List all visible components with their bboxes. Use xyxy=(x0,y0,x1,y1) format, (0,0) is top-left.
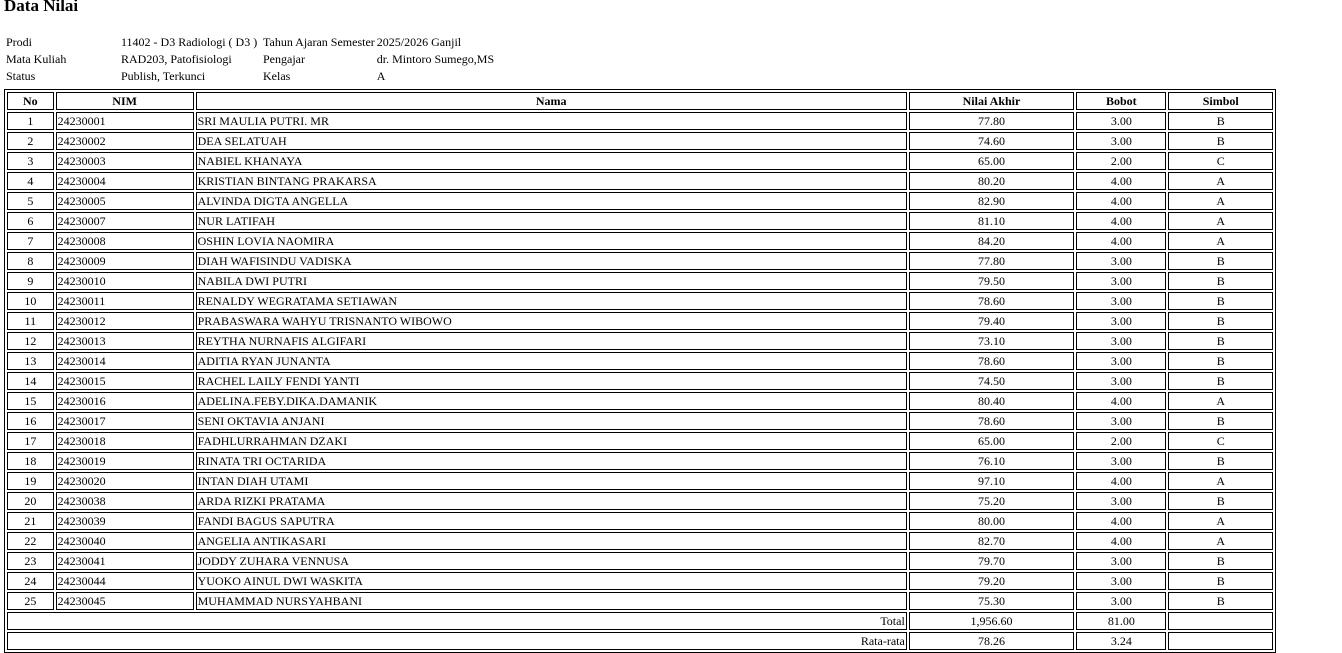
page-title: Data Nilai xyxy=(4,0,79,15)
cell-nama: INTAN DIAH UTAMI xyxy=(196,472,907,490)
cell-nama: NABILA DWI PUTRI xyxy=(196,272,907,290)
info-row-mata-kuliah xyxy=(5,51,495,68)
cell-bobot: 3.00 xyxy=(1076,412,1166,430)
cell-bobot: 4.00 xyxy=(1076,212,1166,230)
cell-nim: 24230005 xyxy=(56,192,194,210)
table-row xyxy=(7,252,1273,270)
cell-nama: ANGELIA ANTIKASARI xyxy=(196,532,907,550)
table-row xyxy=(7,412,1273,430)
info-row-prodi xyxy=(5,34,495,51)
mata-kuliah-label: Mata Kuliah xyxy=(6,52,67,66)
cell-no: 10 xyxy=(7,292,54,310)
cell-nama: RACHEL LAILY FENDI YANTI xyxy=(196,372,907,390)
cell-bobot: 3.00 xyxy=(1076,312,1166,330)
cell-no: 21 xyxy=(7,512,54,530)
cell-no: 20 xyxy=(7,492,54,510)
average-label: Rata-rata xyxy=(7,632,907,650)
cell-nilai-akhir: 82.70 xyxy=(909,532,1074,550)
cell-nim: 24230011 xyxy=(56,292,194,310)
cell-nama: PRABASWARA WAHYU TRISNANTO WIBOWO xyxy=(196,312,907,330)
cell-no: 14 xyxy=(7,372,54,390)
cell-nama: SRI MAULIA PUTRI. MR xyxy=(196,112,907,130)
cell-nama: NUR LATIFAH xyxy=(196,212,907,230)
cell-nilai-akhir: 78.60 xyxy=(909,412,1074,430)
table-row xyxy=(7,132,1273,150)
header-nim: NIM xyxy=(56,92,194,110)
cell-no: 25 xyxy=(7,592,54,610)
cell-nilai-akhir: 80.40 xyxy=(909,392,1074,410)
table-row xyxy=(7,432,1273,450)
table-row xyxy=(7,492,1273,510)
cell-no: 19 xyxy=(7,472,54,490)
cell-no: 22 xyxy=(7,532,54,550)
header-no: No xyxy=(7,92,54,110)
cell-no: 24 xyxy=(7,572,54,590)
cell-bobot: 4.00 xyxy=(1076,512,1166,530)
cell-nilai-akhir: 75.20 xyxy=(909,492,1074,510)
kelas-label: Kelas xyxy=(263,69,291,83)
cell-bobot: 3.00 xyxy=(1076,572,1166,590)
cell-nim: 24230013 xyxy=(56,332,194,350)
cell-simbol: B xyxy=(1168,312,1273,330)
table-row xyxy=(7,572,1273,590)
total-simbol xyxy=(1168,612,1273,630)
cell-simbol: C xyxy=(1168,432,1273,450)
cell-simbol: A xyxy=(1168,532,1273,550)
cell-nama: ALVINDA DIGTA ANGELLA xyxy=(196,192,907,210)
cell-nama: KRISTIAN BINTANG PRAKARSA xyxy=(196,172,907,190)
table-header-row xyxy=(7,92,1273,110)
total-label: Total xyxy=(7,612,907,630)
cell-simbol: A xyxy=(1168,212,1273,230)
cell-nim: 24230015 xyxy=(56,372,194,390)
cell-simbol: B xyxy=(1168,552,1273,570)
cell-nim: 24230018 xyxy=(56,432,194,450)
cell-simbol: B xyxy=(1168,372,1273,390)
header-simbol: Simbol xyxy=(1168,92,1273,110)
table-row xyxy=(7,532,1273,550)
cell-nama: NABIEL KHANAYA xyxy=(196,152,907,170)
cell-bobot: 3.00 xyxy=(1076,372,1166,390)
cell-nama: ADITIA RYAN JUNANTA xyxy=(196,352,907,370)
cell-nim: 24230041 xyxy=(56,552,194,570)
cell-bobot: 2.00 xyxy=(1076,432,1166,450)
cell-no: 5 xyxy=(7,192,54,210)
cell-bobot: 3.00 xyxy=(1076,552,1166,570)
cell-no: 17 xyxy=(7,432,54,450)
cell-bobot: 4.00 xyxy=(1076,472,1166,490)
cell-simbol: B xyxy=(1168,252,1273,270)
cell-nama: RENALDY WEGRATAMA SETIAWAN xyxy=(196,292,907,310)
table-row xyxy=(7,312,1273,330)
cell-bobot: 3.00 xyxy=(1076,452,1166,470)
table-row xyxy=(7,152,1273,170)
tahun-value: 2025/2026 Ganjil xyxy=(376,35,462,49)
info-row-status xyxy=(5,68,495,85)
cell-simbol: B xyxy=(1168,572,1273,590)
cell-simbol: B xyxy=(1168,112,1273,130)
cell-bobot: 4.00 xyxy=(1076,532,1166,550)
cell-bobot: 3.00 xyxy=(1076,132,1166,150)
cell-nama: YUOKO AINUL DWI WASKITA xyxy=(196,572,907,590)
cell-nama: REYTHA NURNAFIS ALGIFARI xyxy=(196,332,907,350)
cell-no: 2 xyxy=(7,132,54,150)
average-simbol xyxy=(1168,632,1273,650)
cell-nama: ARDA RIZKI PRATAMA xyxy=(196,492,907,510)
cell-nama: OSHIN LOVIA NAOMIRA xyxy=(196,232,907,250)
cell-no: 7 xyxy=(7,232,54,250)
cell-nim: 24230020 xyxy=(56,472,194,490)
cell-nama: MUHAMMAD NURSYAHBANI xyxy=(196,592,907,610)
cell-nilai-akhir: 78.60 xyxy=(909,352,1074,370)
table-row xyxy=(7,192,1273,210)
cell-nim: 24230008 xyxy=(56,232,194,250)
total-row xyxy=(7,612,1273,630)
cell-simbol: B xyxy=(1168,492,1273,510)
cell-no: 18 xyxy=(7,452,54,470)
prodi-value: 11402 - D3 Radiologi ( D3 ) xyxy=(121,35,258,49)
cell-nilai-akhir: 65.00 xyxy=(909,432,1074,450)
cell-nim: 24230014 xyxy=(56,352,194,370)
cell-no: 6 xyxy=(7,212,54,230)
table-row xyxy=(7,452,1273,470)
cell-nim: 24230012 xyxy=(56,312,194,330)
cell-nim: 24230044 xyxy=(56,572,194,590)
table-row xyxy=(7,272,1273,290)
kelas-value: A xyxy=(376,69,386,83)
cell-nilai-akhir: 81.10 xyxy=(909,212,1074,230)
cell-bobot: 3.00 xyxy=(1076,252,1166,270)
table-row xyxy=(7,112,1273,130)
grades-table xyxy=(4,89,1276,653)
cell-bobot: 3.00 xyxy=(1076,352,1166,370)
course-info xyxy=(5,34,495,85)
cell-simbol: B xyxy=(1168,132,1273,150)
cell-no: 13 xyxy=(7,352,54,370)
table-row xyxy=(7,172,1273,190)
cell-no: 8 xyxy=(7,252,54,270)
cell-bobot: 3.00 xyxy=(1076,492,1166,510)
cell-bobot: 4.00 xyxy=(1076,172,1166,190)
header-nilai-akhir: Nilai Akhir xyxy=(909,92,1074,110)
cell-nilai-akhir: 82.90 xyxy=(909,192,1074,210)
cell-nilai-akhir: 65.00 xyxy=(909,152,1074,170)
table-row xyxy=(7,352,1273,370)
cell-nilai-akhir: 74.50 xyxy=(909,372,1074,390)
cell-simbol: A xyxy=(1168,192,1273,210)
cell-nilai-akhir: 79.50 xyxy=(909,272,1074,290)
cell-nim: 24230039 xyxy=(56,512,194,530)
cell-no: 11 xyxy=(7,312,54,330)
table-row xyxy=(7,472,1273,490)
cell-simbol: B xyxy=(1168,412,1273,430)
cell-no: 23 xyxy=(7,552,54,570)
table-row xyxy=(7,392,1273,410)
cell-simbol: B xyxy=(1168,352,1273,370)
table-row xyxy=(7,372,1273,390)
cell-nilai-akhir: 73.10 xyxy=(909,332,1074,350)
table-row xyxy=(7,232,1273,250)
cell-nama: SENI OKTAVIA ANJANI xyxy=(196,412,907,430)
cell-nama: RINATA TRI OCTARIDA xyxy=(196,452,907,470)
cell-nama: ADELINA.FEBY.DIKA.DAMANIK xyxy=(196,392,907,410)
cell-nama: JODDY ZUHARA VENNUSA xyxy=(196,552,907,570)
header-nama: Nama xyxy=(196,92,907,110)
cell-bobot: 3.00 xyxy=(1076,112,1166,130)
table-row xyxy=(7,592,1273,610)
mata-kuliah-value: RAD203, Patofisiologi xyxy=(121,52,232,66)
cell-bobot: 3.00 xyxy=(1076,272,1166,290)
cell-nama: FADHLURRAHMAN DZAKI xyxy=(196,432,907,450)
cell-simbol: B xyxy=(1168,452,1273,470)
cell-bobot: 3.00 xyxy=(1076,332,1166,350)
pengajar-value: dr. Mintoro Sumego,MS xyxy=(376,52,495,66)
cell-nilai-akhir: 80.20 xyxy=(909,172,1074,190)
table-row xyxy=(7,552,1273,570)
table-row xyxy=(7,332,1273,350)
average-bobot: 3.24 xyxy=(1076,632,1166,650)
cell-nilai-akhir: 79.70 xyxy=(909,552,1074,570)
cell-bobot: 4.00 xyxy=(1076,232,1166,250)
cell-bobot: 4.00 xyxy=(1076,192,1166,210)
cell-nama: FANDI BAGUS SAPUTRA xyxy=(196,512,907,530)
cell-no: 1 xyxy=(7,112,54,130)
cell-no: 4 xyxy=(7,172,54,190)
cell-no: 3 xyxy=(7,152,54,170)
cell-nim: 24230019 xyxy=(56,452,194,470)
cell-nilai-akhir: 75.30 xyxy=(909,592,1074,610)
cell-nim: 24230017 xyxy=(56,412,194,430)
cell-nim: 24230038 xyxy=(56,492,194,510)
cell-nim: 24230007 xyxy=(56,212,194,230)
cell-simbol: A xyxy=(1168,392,1273,410)
cell-simbol: B xyxy=(1168,292,1273,310)
cell-nim: 24230016 xyxy=(56,392,194,410)
header-bobot: Bobot xyxy=(1076,92,1166,110)
cell-nim: 24230010 xyxy=(56,272,194,290)
cell-simbol: A xyxy=(1168,512,1273,530)
cell-nilai-akhir: 84.20 xyxy=(909,232,1074,250)
tahun-label: Tahun Ajaran Semester xyxy=(263,35,375,49)
average-nilai: 78.26 xyxy=(909,632,1074,650)
cell-nama: DEA SELATUAH xyxy=(196,132,907,150)
cell-nim: 24230009 xyxy=(56,252,194,270)
status-value: Publish, Terkunci xyxy=(121,69,206,83)
cell-simbol: B xyxy=(1168,332,1273,350)
cell-nilai-akhir: 79.20 xyxy=(909,572,1074,590)
total-nilai: 1,956.60 xyxy=(909,612,1074,630)
cell-nim: 24230045 xyxy=(56,592,194,610)
average-row xyxy=(7,632,1273,650)
cell-nim: 24230003 xyxy=(56,152,194,170)
cell-no: 15 xyxy=(7,392,54,410)
cell-nilai-akhir: 97.10 xyxy=(909,472,1074,490)
cell-nilai-akhir: 74.60 xyxy=(909,132,1074,150)
cell-simbol: C xyxy=(1168,152,1273,170)
cell-nilai-akhir: 77.80 xyxy=(909,252,1074,270)
cell-simbol: B xyxy=(1168,592,1273,610)
pengajar-label: Pengajar xyxy=(263,52,305,66)
cell-nim: 24230004 xyxy=(56,172,194,190)
cell-simbol: A xyxy=(1168,472,1273,490)
cell-nilai-akhir: 79.40 xyxy=(909,312,1074,330)
cell-no: 9 xyxy=(7,272,54,290)
cell-bobot: 4.00 xyxy=(1076,392,1166,410)
cell-bobot: 3.00 xyxy=(1076,292,1166,310)
cell-no: 16 xyxy=(7,412,54,430)
status-label: Status xyxy=(6,69,36,83)
table-row xyxy=(7,512,1273,530)
cell-nilai-akhir: 76.10 xyxy=(909,452,1074,470)
table-row xyxy=(7,292,1273,310)
cell-bobot: 3.00 xyxy=(1076,592,1166,610)
cell-bobot: 2.00 xyxy=(1076,152,1166,170)
cell-nim: 24230040 xyxy=(56,532,194,550)
cell-simbol: B xyxy=(1168,272,1273,290)
cell-nilai-akhir: 77.80 xyxy=(909,112,1074,130)
cell-nilai-akhir: 80.00 xyxy=(909,512,1074,530)
cell-nilai-akhir: 78.60 xyxy=(909,292,1074,310)
total-bobot: 81.00 xyxy=(1076,612,1166,630)
cell-nama: DIAH WAFISINDU VADISKA xyxy=(196,252,907,270)
cell-simbol: A xyxy=(1168,232,1273,250)
cell-nim: 24230001 xyxy=(56,112,194,130)
prodi-label: Prodi xyxy=(6,35,33,49)
cell-nim: 24230002 xyxy=(56,132,194,150)
cell-no: 12 xyxy=(7,332,54,350)
cell-simbol: A xyxy=(1168,172,1273,190)
grades-body xyxy=(7,112,1273,610)
table-row xyxy=(7,212,1273,230)
